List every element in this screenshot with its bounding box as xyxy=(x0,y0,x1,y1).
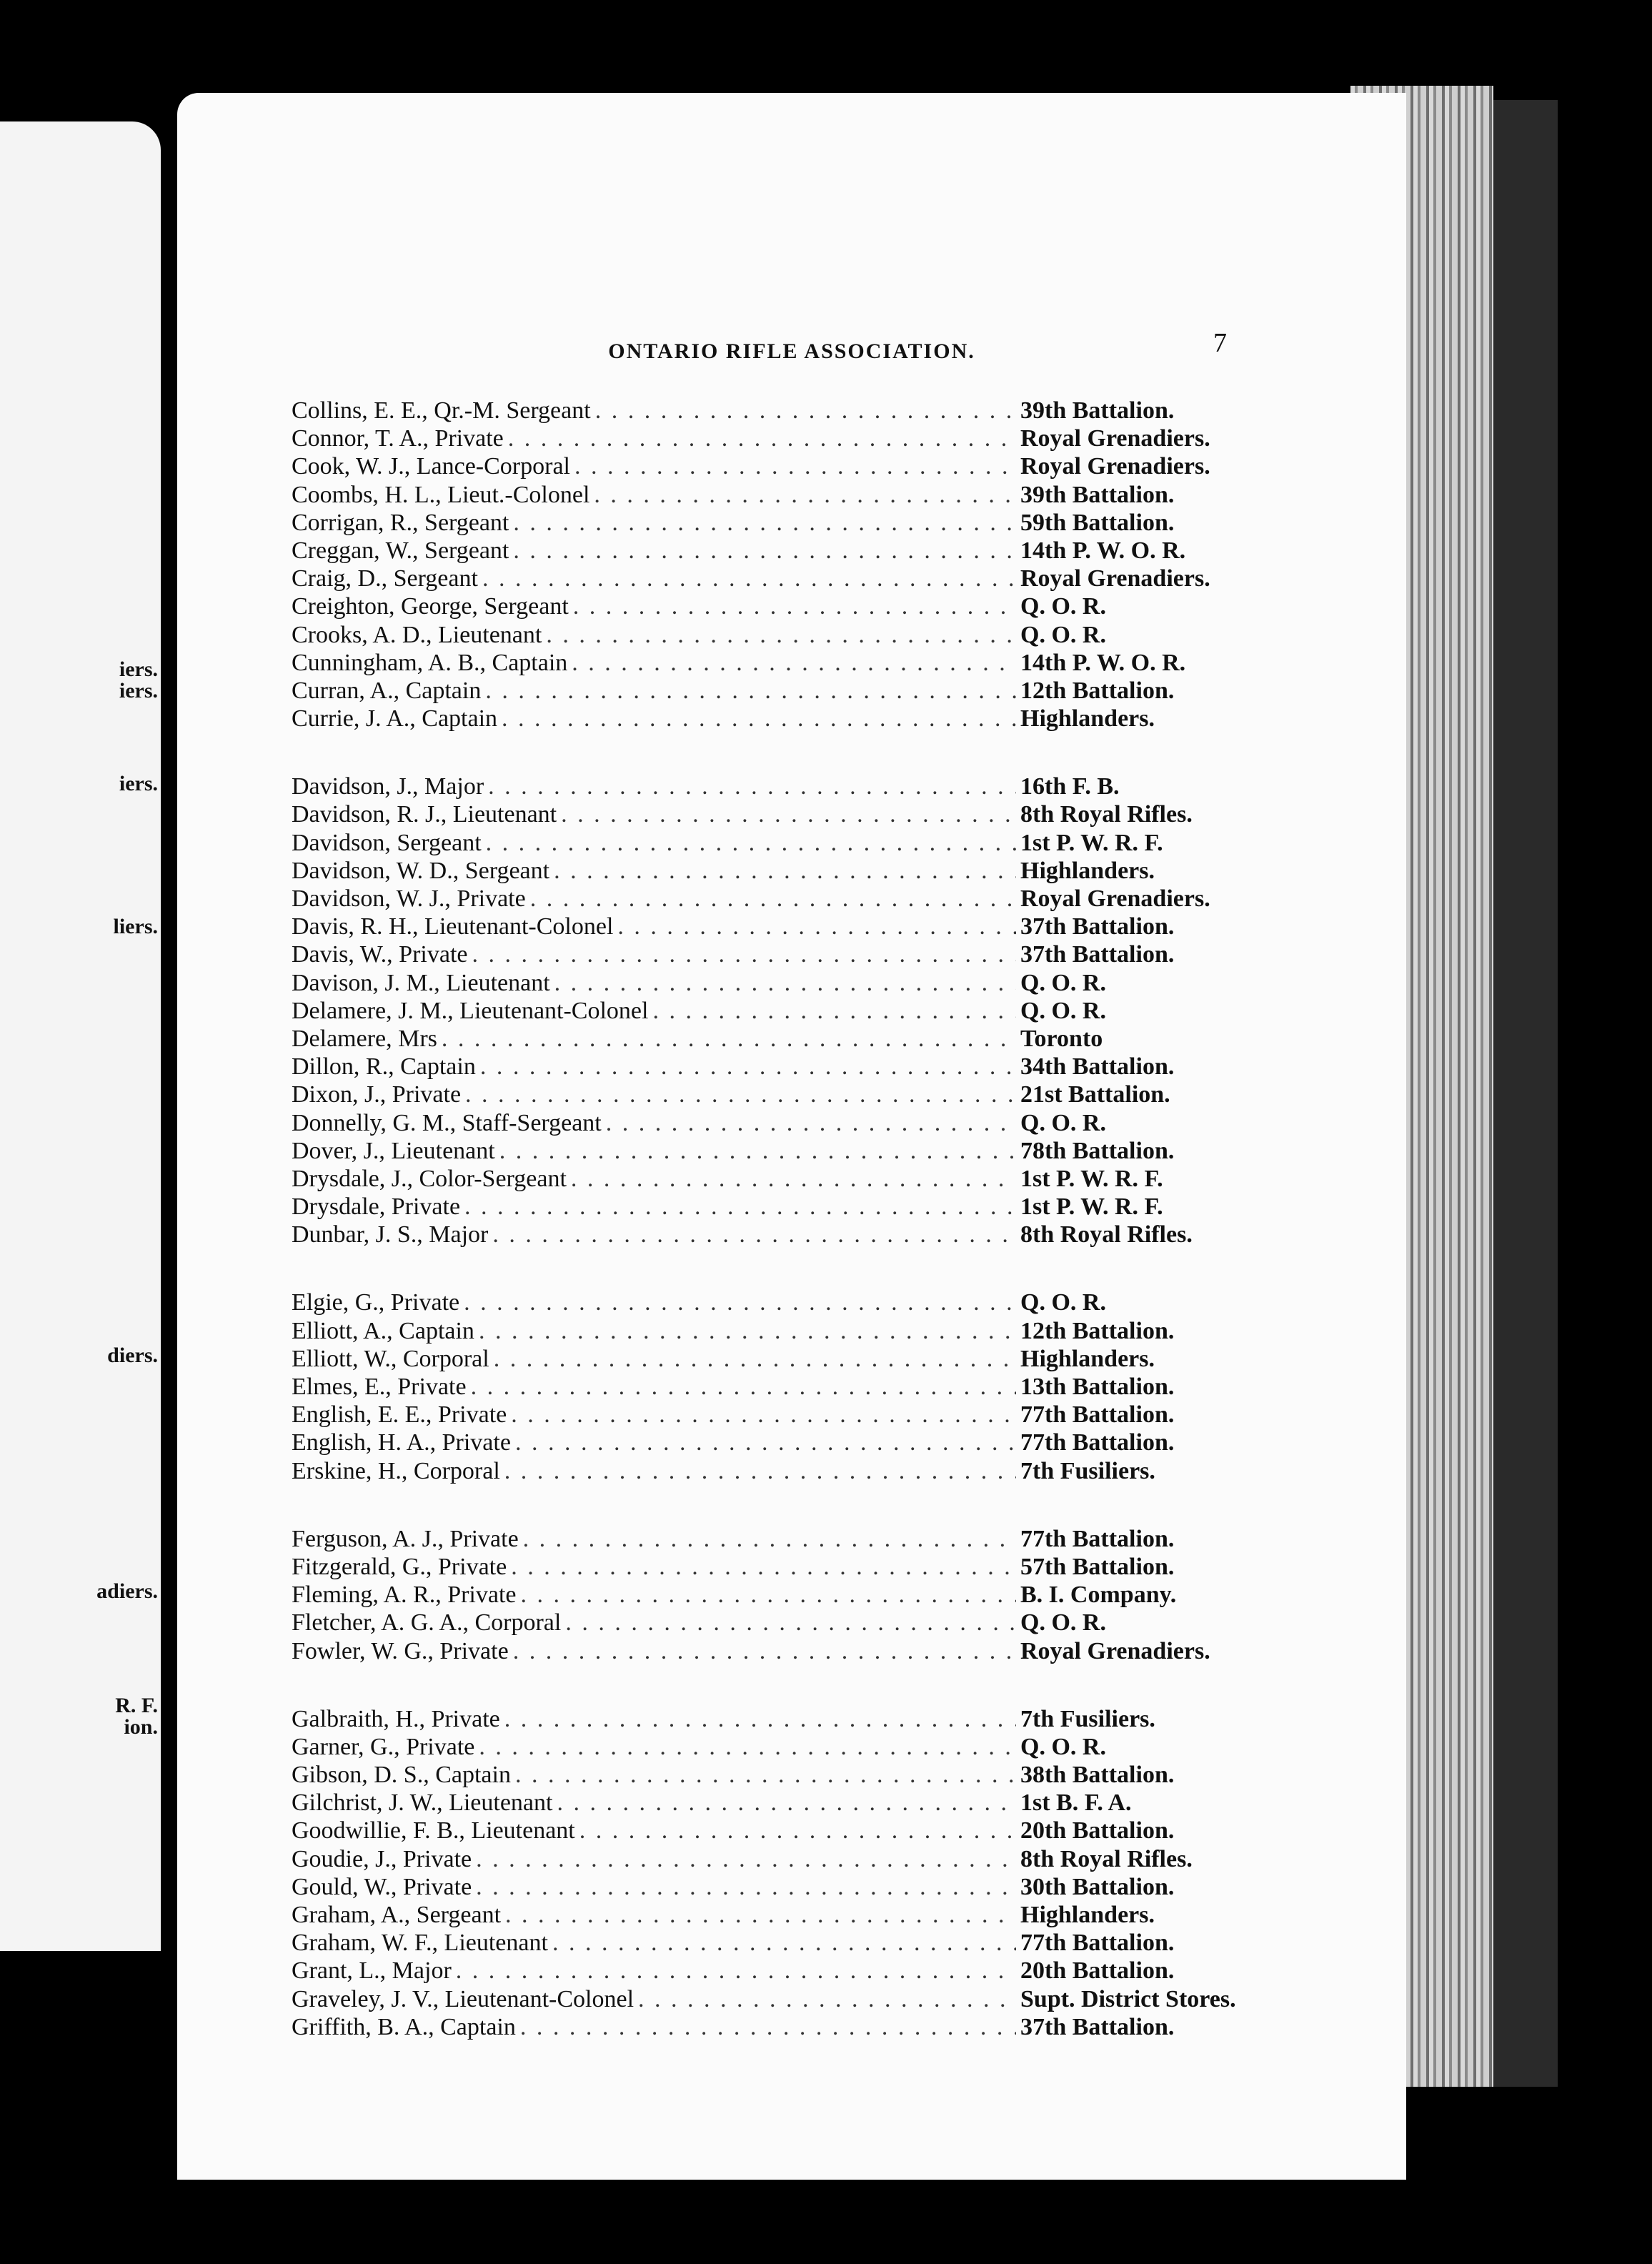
leader-dots xyxy=(579,1817,1016,1845)
list-item xyxy=(292,1637,1306,1665)
member-name: Davison, J. M., Lieutenant xyxy=(292,969,550,996)
list-item xyxy=(292,1553,1306,1581)
list-item xyxy=(292,913,1306,940)
member-unit: 7th Fusiliers. xyxy=(1020,1457,1155,1484)
member-name: Davidson, W. J., Private xyxy=(292,885,526,912)
member-unit: 37th Battalion. xyxy=(1020,913,1175,940)
member-unit: 34th Battalion. xyxy=(1020,1053,1175,1081)
leader-dots xyxy=(511,1401,1016,1429)
member-unit: Royal Grenadiers. xyxy=(1020,565,1210,592)
member-unit: 21st Battalion. xyxy=(1020,1081,1170,1108)
book-cover-shadow xyxy=(1493,100,1558,2087)
list-item xyxy=(292,1289,1306,1316)
member-name: Delamere, J. M., Lieutenant-Colonel xyxy=(292,997,649,1024)
member-unit: 59th Battalion. xyxy=(1020,509,1175,536)
left-page-fragment: ion. xyxy=(124,1715,158,1739)
member-name: Drysdale, J., Color-Sergeant xyxy=(292,1165,567,1192)
leader-dots xyxy=(480,1053,1016,1081)
leader-dots xyxy=(511,1553,1016,1581)
member-unit: 7th Fusiliers. xyxy=(1020,1705,1155,1732)
leader-dots xyxy=(465,1081,1016,1108)
list-item xyxy=(292,1165,1306,1193)
member-name: Davidson, W. D., Sergeant xyxy=(292,857,550,884)
member-unit: Royal Grenadiers. xyxy=(1020,885,1210,912)
member-name: Connor, T. A., Private xyxy=(292,425,504,452)
leader-dots xyxy=(638,1985,1016,2013)
leader-dots xyxy=(520,2013,1016,2041)
member-unit: 57th Battalion. xyxy=(1020,1553,1175,1580)
list-item xyxy=(292,1817,1306,1845)
member-name: Corrigan, R., Sergeant xyxy=(292,509,509,536)
member-unit: 14th P. W. O. R. xyxy=(1020,537,1186,564)
leader-dots xyxy=(573,592,1016,620)
leader-dots xyxy=(521,1581,1017,1609)
leader-dots xyxy=(561,800,1016,828)
left-page-fragment: iers. xyxy=(119,772,158,795)
member-name: Fowler, W. G., Private xyxy=(292,1637,509,1664)
member-unit: 8th Royal Rifles. xyxy=(1020,1221,1193,1248)
member-unit: B. I. Company. xyxy=(1020,1582,1177,1609)
member-name: Creggan, W., Sergeant xyxy=(292,537,509,564)
member-unit: Highlanders. xyxy=(1020,857,1155,884)
list-item xyxy=(292,1929,1306,1957)
member-name: Drysdale, Private xyxy=(292,1193,461,1221)
leader-dots xyxy=(571,1165,1016,1193)
leader-dots xyxy=(492,1221,1016,1248)
left-page xyxy=(0,121,161,1951)
leader-dots xyxy=(472,940,1016,968)
member-unit: Royal Grenadiers. xyxy=(1020,425,1210,452)
member-name: Creighton, George, Sergeant xyxy=(292,593,569,620)
letter-section xyxy=(292,1705,1306,2041)
member-unit: 1st B. F. A. xyxy=(1020,1789,1132,1817)
leader-dots xyxy=(482,565,1016,592)
list-item xyxy=(292,621,1306,649)
leader-dots xyxy=(479,1317,1016,1345)
list-item xyxy=(292,1761,1306,1789)
list-item xyxy=(292,857,1306,885)
member-name: Delamere, Mrs xyxy=(292,1025,437,1052)
page-header: ONTARIO RIFLE ASSOCIATION. xyxy=(608,339,975,363)
member-name: Ferguson, A. J., Private xyxy=(292,1525,519,1552)
list-item xyxy=(292,1137,1306,1165)
member-unit: Q. O. R. xyxy=(1020,1109,1106,1136)
member-unit: 77th Battalion. xyxy=(1020,1930,1175,1957)
left-page-fragment: adiers. xyxy=(96,1579,158,1603)
member-unit: Royal Grenadiers. xyxy=(1020,1637,1210,1664)
member-unit: 20th Battalion. xyxy=(1020,1957,1175,1985)
member-unit: Q. O. R. xyxy=(1020,593,1106,620)
list-item xyxy=(292,1581,1306,1609)
member-name: Cunningham, A. B., Captain xyxy=(292,649,568,676)
list-item xyxy=(292,1193,1306,1221)
leader-dots xyxy=(652,997,1016,1025)
member-unit: 37th Battalion. xyxy=(1020,941,1175,968)
member-name: Davidson, J., Major xyxy=(292,773,484,800)
leader-dots xyxy=(554,969,1016,997)
member-name: Davis, W., Private xyxy=(292,941,468,968)
member-name: Galbraith, H., Private xyxy=(292,1705,500,1732)
leader-dots xyxy=(464,1193,1016,1221)
list-item xyxy=(292,940,1306,968)
list-item xyxy=(292,829,1306,857)
member-unit: 12th Battalion. xyxy=(1020,1317,1175,1344)
leader-dots xyxy=(508,424,1016,452)
letter-section xyxy=(292,397,1306,733)
leader-dots xyxy=(464,1289,1016,1316)
letter-section xyxy=(292,1525,1306,1665)
list-item xyxy=(292,481,1306,509)
member-name: Dunbar, J. S., Major xyxy=(292,1221,489,1248)
left-page-fragment: liers. xyxy=(113,915,158,938)
member-name: Craig, D., Sergeant xyxy=(292,565,478,592)
list-item xyxy=(292,1081,1306,1108)
leader-dots xyxy=(565,1609,1016,1637)
list-item xyxy=(292,1957,1306,1985)
member-name: Elmes, E., Private xyxy=(292,1374,467,1400)
member-unit: 12th Battalion. xyxy=(1020,677,1175,704)
leader-dots xyxy=(513,537,1016,565)
leader-dots xyxy=(476,1873,1016,1901)
page-number: 7 xyxy=(1213,328,1227,358)
list-item xyxy=(292,885,1306,913)
leader-dots xyxy=(595,397,1016,424)
list-item xyxy=(292,1221,1306,1248)
member-unit: Q. O. R. xyxy=(1020,1289,1106,1316)
leader-dots xyxy=(574,452,1016,480)
leader-dots xyxy=(505,1901,1016,1929)
list-item xyxy=(292,537,1306,565)
member-name: Dixon, J., Private xyxy=(292,1081,462,1108)
leader-dots xyxy=(442,1025,1016,1053)
letter-section xyxy=(292,1289,1306,1484)
list-item xyxy=(292,2013,1306,2041)
member-unit: 77th Battalion. xyxy=(1020,1401,1175,1429)
member-unit: Q. O. R. xyxy=(1020,1733,1106,1760)
member-name: Cook, W. J., Lance-Corporal xyxy=(292,453,570,480)
member-unit: 1st P. W. R. F. xyxy=(1020,1165,1163,1192)
member-unit: 20th Battalion. xyxy=(1020,1817,1175,1845)
list-item xyxy=(292,509,1306,537)
member-unit: Royal Grenadiers. xyxy=(1020,453,1210,480)
member-unit: Q. O. R. xyxy=(1020,621,1106,648)
list-item xyxy=(292,592,1306,620)
leader-dots xyxy=(486,829,1016,857)
book-page xyxy=(177,93,1406,2180)
list-item xyxy=(292,1985,1306,2013)
member-unit: 77th Battalion. xyxy=(1020,1429,1175,1456)
leader-dots xyxy=(594,481,1016,509)
leader-dots xyxy=(504,1457,1016,1485)
leader-dots xyxy=(554,857,1016,885)
member-name: Garner, G., Private xyxy=(292,1733,475,1760)
member-name: Dillon, R., Captain xyxy=(292,1053,476,1081)
list-item xyxy=(292,1873,1306,1901)
list-item xyxy=(292,1373,1306,1401)
member-name: Elliott, W., Corporal xyxy=(292,1345,489,1372)
list-item xyxy=(292,424,1306,452)
member-name: Crooks, A. D., Lieutenant xyxy=(292,621,542,648)
leader-dots xyxy=(617,913,1016,940)
leader-dots xyxy=(530,885,1016,913)
member-name: Davis, R. H., Lieutenant-Colonel xyxy=(292,913,614,940)
member-name: English, H. A., Private xyxy=(292,1429,511,1456)
list-item xyxy=(292,773,1306,800)
member-name: Erskine, H., Corporal xyxy=(292,1457,500,1484)
leader-dots xyxy=(557,1789,1016,1817)
leader-dots xyxy=(494,1345,1016,1373)
leader-dots xyxy=(606,1109,1016,1137)
member-name: Elgie, G., Private xyxy=(292,1289,460,1316)
leader-dots xyxy=(513,509,1016,537)
letter-section xyxy=(292,773,1306,1248)
list-item xyxy=(292,1845,1306,1873)
list-item xyxy=(292,1429,1306,1456)
list-item xyxy=(292,1525,1306,1553)
member-name: English, E. E., Private xyxy=(292,1401,507,1429)
list-item xyxy=(292,1401,1306,1429)
member-unit: 78th Battalion. xyxy=(1020,1137,1175,1164)
member-unit: 30th Battalion. xyxy=(1020,1873,1175,1900)
left-page-fragment: R. F. xyxy=(115,1694,158,1717)
leader-dots xyxy=(485,677,1016,705)
leader-dots xyxy=(515,1429,1016,1456)
leader-dots xyxy=(572,649,1016,677)
member-name: Gilchrist, J. W., Lieutenant xyxy=(292,1789,553,1817)
list-item xyxy=(292,1901,1306,1929)
leader-dots xyxy=(471,1373,1016,1401)
member-list xyxy=(292,397,1306,2081)
member-unit: Highlanders. xyxy=(1020,705,1155,733)
member-unit: 39th Battalion. xyxy=(1020,397,1175,424)
member-name: Graveley, J. V., Lieutenant-Colonel xyxy=(292,1985,635,2012)
member-name: Gibson, D. S., Captain xyxy=(292,1762,511,1789)
member-unit: Q. O. R. xyxy=(1020,1609,1106,1637)
list-item xyxy=(292,565,1306,592)
list-item xyxy=(292,1109,1306,1137)
member-name: Coombs, H. L., Lieut.-Colonel xyxy=(292,481,590,508)
left-page-fragment: iers. xyxy=(119,679,158,702)
member-unit: 39th Battalion. xyxy=(1020,481,1175,508)
leader-dots xyxy=(513,1637,1016,1665)
list-item xyxy=(292,1609,1306,1637)
list-item xyxy=(292,800,1306,828)
list-item xyxy=(292,397,1306,424)
member-unit: Toronto xyxy=(1020,1025,1103,1052)
list-item xyxy=(292,997,1306,1025)
member-name: Gould, W., Private xyxy=(292,1873,472,1900)
list-item xyxy=(292,1345,1306,1373)
leader-dots xyxy=(456,1957,1016,1985)
member-unit: 16th F. B. xyxy=(1020,773,1120,800)
leader-dots xyxy=(546,621,1016,649)
leader-dots xyxy=(504,1705,1016,1733)
list-item xyxy=(292,1025,1306,1053)
list-item xyxy=(292,969,1306,997)
member-unit: 37th Battalion. xyxy=(1020,2013,1175,2040)
member-name: Collins, E. E., Qr.-M. Sergeant xyxy=(292,397,591,424)
member-name: Curran, A., Captain xyxy=(292,677,482,704)
member-name: Griffith, B. A., Captain xyxy=(292,2013,516,2040)
member-unit: Supt. District Stores. xyxy=(1020,1985,1236,2012)
member-unit: Highlanders. xyxy=(1020,1345,1155,1372)
member-unit: 13th Battalion. xyxy=(1020,1374,1175,1400)
leader-dots xyxy=(523,1525,1016,1553)
leader-dots xyxy=(479,1733,1016,1761)
leader-dots xyxy=(488,773,1016,800)
member-name: Graham, A., Sergeant xyxy=(292,1902,502,1928)
member-name: Graham, W. F., Lieutenant xyxy=(292,1930,548,1957)
member-unit: Highlanders. xyxy=(1020,1902,1155,1928)
member-name: Dover, J., Lieutenant xyxy=(292,1137,495,1164)
leader-dots xyxy=(499,1137,1016,1165)
member-name: Goudie, J., Private xyxy=(292,1845,472,1872)
member-name: Grant, L., Major xyxy=(292,1957,452,1985)
leader-dots xyxy=(515,1761,1016,1789)
member-unit: 1st P. W. R. F. xyxy=(1020,1193,1163,1221)
list-item xyxy=(292,677,1306,705)
member-unit: Q. O. R. xyxy=(1020,969,1106,996)
member-name: Davidson, Sergeant xyxy=(292,829,482,856)
member-name: Elliott, A., Captain xyxy=(292,1317,474,1344)
member-name: Davidson, R. J., Lieutenant xyxy=(292,801,557,828)
member-name: Fleming, A. R., Private xyxy=(292,1582,517,1609)
leader-dots xyxy=(502,705,1016,733)
list-item xyxy=(292,1733,1306,1761)
member-unit: 8th Royal Rifles. xyxy=(1020,801,1193,828)
member-unit: Q. O. R. xyxy=(1020,997,1106,1024)
member-unit: 1st P. W. R. F. xyxy=(1020,829,1163,856)
member-name: Goodwillie, F. B., Lieutenant xyxy=(292,1817,575,1845)
list-item xyxy=(292,1053,1306,1081)
member-name: Fitzgerald, G., Private xyxy=(292,1553,507,1580)
list-item xyxy=(292,649,1306,677)
left-page-fragment: diers. xyxy=(107,1344,158,1367)
member-name: Currie, J. A., Captain xyxy=(292,705,498,733)
list-item xyxy=(292,705,1306,733)
member-unit: 14th P. W. O. R. xyxy=(1020,649,1186,676)
left-page-fragment: iers. xyxy=(119,657,158,681)
list-item xyxy=(292,1317,1306,1345)
list-item xyxy=(292,1705,1306,1733)
list-item xyxy=(292,452,1306,480)
member-name: Fletcher, A. G. A., Corporal xyxy=(292,1609,562,1637)
list-item xyxy=(292,1457,1306,1485)
member-unit: 77th Battalion. xyxy=(1020,1525,1175,1552)
member-unit: 38th Battalion. xyxy=(1020,1762,1175,1789)
leader-dots xyxy=(476,1845,1016,1873)
member-unit: 8th Royal Rifles. xyxy=(1020,1845,1193,1872)
list-item xyxy=(292,1789,1306,1817)
leader-dots xyxy=(552,1929,1016,1957)
member-name: Donnelly, G. M., Staff-Sergeant xyxy=(292,1109,602,1136)
